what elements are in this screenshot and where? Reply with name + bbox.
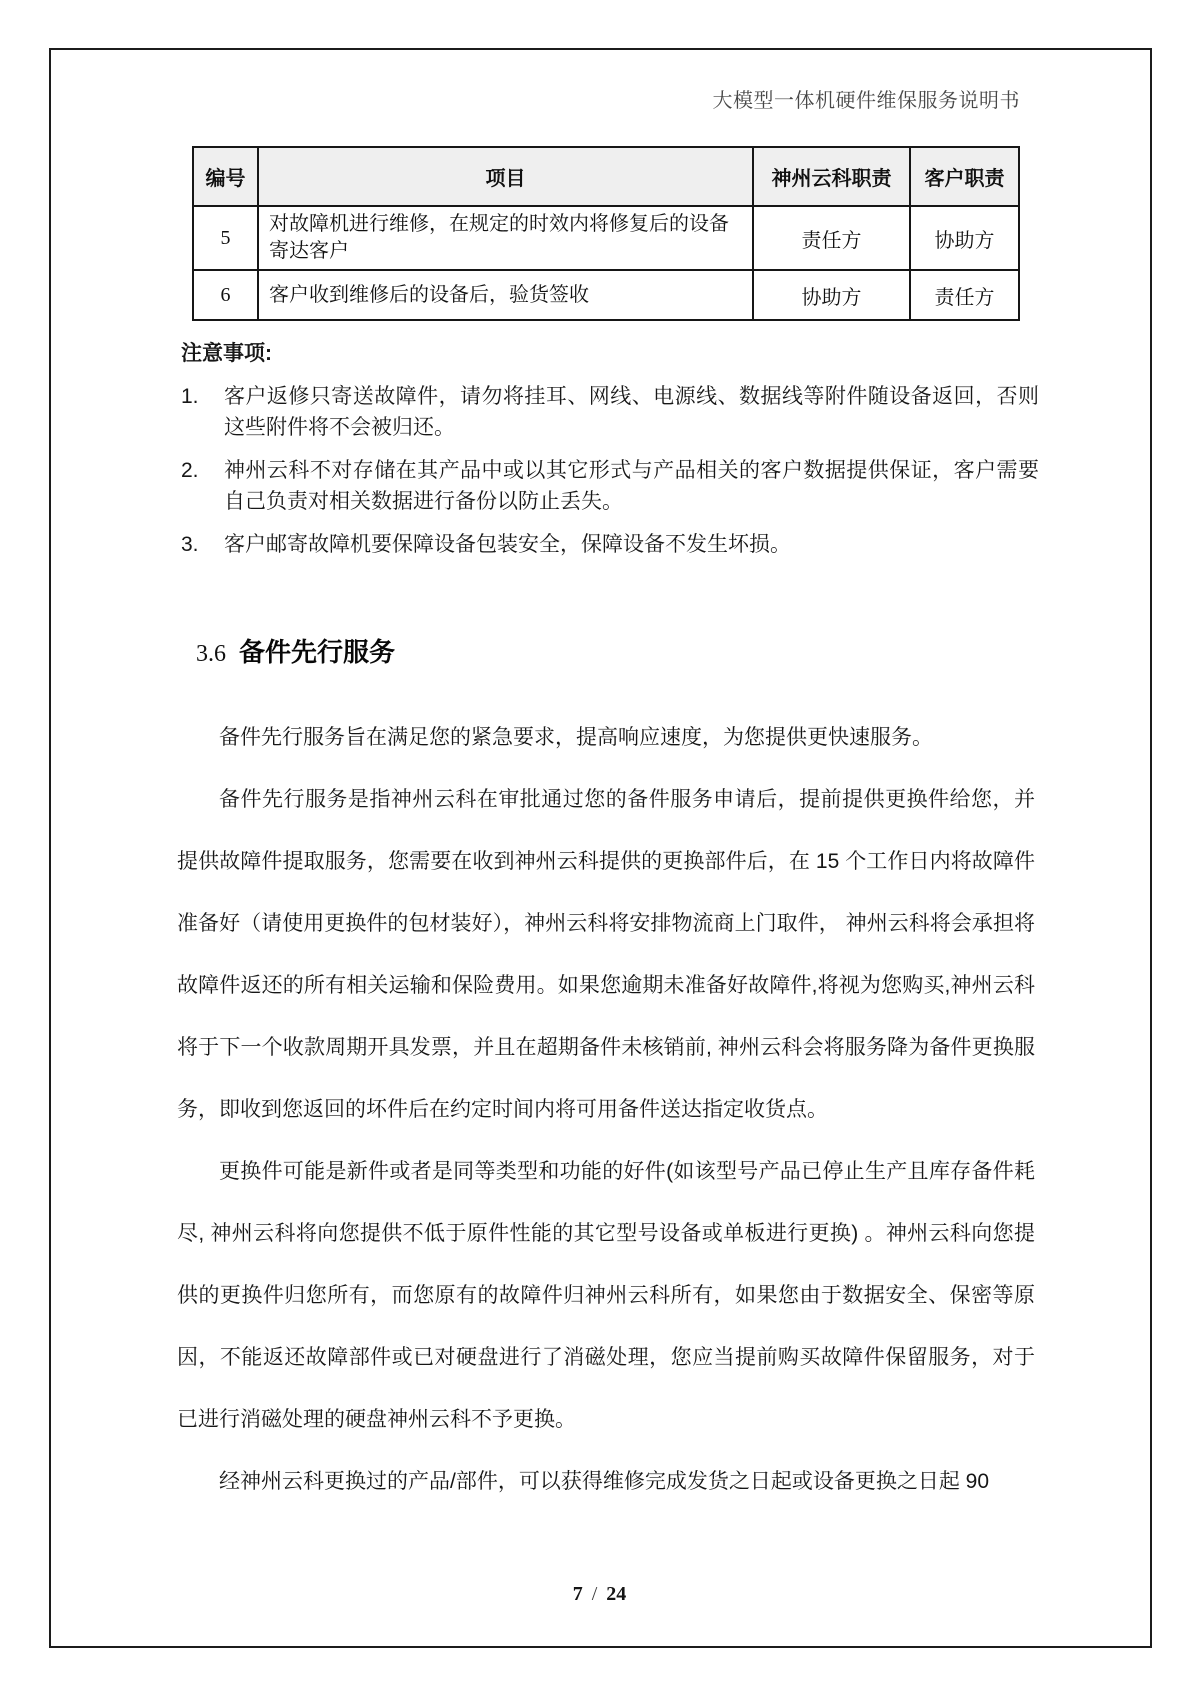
paragraph: 备件先行服务是指神州云科在审批通过您的备件服务申请后，提前提供更换件给您，并提供故障件提取服务，您需要在收到神州云科提供的更换部件后，在 15 个工作日内将故障件准备好（请使用更换件的包材装好），神州云科将安排物流商上门取件， 神州云科将会承担将故障件返还的所有相关运输和保险费用。如果您逾期未准备好故障件,将视为您购买,神州云科将于下一个收款周期开具发票，并且在超期备件未核销前, 神州云科会将服务降为备件更换服务，即收到您返回的坏件后在约定时间内将可用备件送达指定收货点。 [177, 788, 1035, 1121]
list-item-text: 客户邮寄故障机要保障设备包装安全，保障设备不发生坏损。 [224, 533, 791, 556]
responsibility-table [192, 146, 1020, 321]
notes-section [181, 338, 1039, 572]
cell-item: 对故障机进行维修，在规定的时效内将修复后的设备寄达客户 [258, 206, 753, 270]
table-row [193, 206, 1019, 270]
list-item-number: 3. [181, 533, 199, 556]
paragraph: 经神州云科更换过的产品/部件，可以获得维修完成发货之日起或设备更换之日起 90 [219, 1470, 990, 1493]
cell-number: 6 [193, 270, 258, 320]
section-title: 备件先行服务 [239, 637, 396, 667]
column-header-customer-duty: 客户职责 [910, 147, 1019, 206]
cell-yunke-duty: 协助方 [753, 270, 910, 320]
notes-heading: 注意事项: [181, 342, 272, 365]
list-item-number: 2. [181, 459, 199, 482]
document-header-title: 大模型一体机硬件维保服务说明书 [712, 90, 1020, 112]
cell-customer-duty: 责任方 [910, 270, 1019, 320]
column-header-number: 编号 [193, 147, 258, 206]
paragraph: 更换件可能是新件或者是同等类型和功能的好件(如该型号产品已停止生产且库存备件耗尽, 神州云科将向您提供不低于原件性能的其它型号设备或单板进行更换) 。神州云科向您提供的更换件归您所有，而您原有的故障件归神州云科所有，如果您由于数据安全、保密等原因，不能返还故障部件或已对硬盘进行了消磁处理，您应当提前购买故障件保留服务，对于已进行消磁处理的硬盘神州云科不予更换。 [177, 1160, 1035, 1431]
current-page-number: 7 [572, 1583, 583, 1605]
cell-item: 客户收到维修后的设备后，验货签收 [258, 270, 753, 320]
section-number: 3.6 [196, 641, 226, 667]
total-page-count: 24 [606, 1583, 627, 1605]
page-footer [49, 1583, 1150, 1606]
table-header-row [193, 147, 1019, 206]
column-header-yunke-duty: 神州云科职责 [753, 147, 910, 206]
table-row [193, 270, 1019, 320]
list-item [181, 455, 1039, 517]
page-number-separator: / [591, 1583, 598, 1605]
column-header-item: 项目 [258, 147, 753, 206]
cell-number: 5 [193, 206, 258, 270]
paragraph: 备件先行服务旨在满足您的紧急要求，提高响应速度，为您提供更快速服务。 [219, 726, 933, 749]
list-item [181, 529, 1039, 560]
section-heading [196, 632, 395, 669]
cell-yunke-duty: 责任方 [753, 206, 910, 270]
list-item-text: 神州云科不对存储在其产品中或以其它形式与产品相关的客户数据提供保证，客户需要自己负责对相关数据进行备份以防止丢失。 [224, 459, 1039, 513]
list-item [181, 381, 1039, 443]
section-body [177, 707, 1035, 1513]
cell-customer-duty: 协助方 [910, 206, 1019, 270]
list-item-number: 1. [181, 385, 199, 408]
list-item-text: 客户返修只寄送故障件，请勿将挂耳、网线、电源线、数据线等附件随设备返回，否则这些附件将不会被归还。 [224, 385, 1039, 439]
